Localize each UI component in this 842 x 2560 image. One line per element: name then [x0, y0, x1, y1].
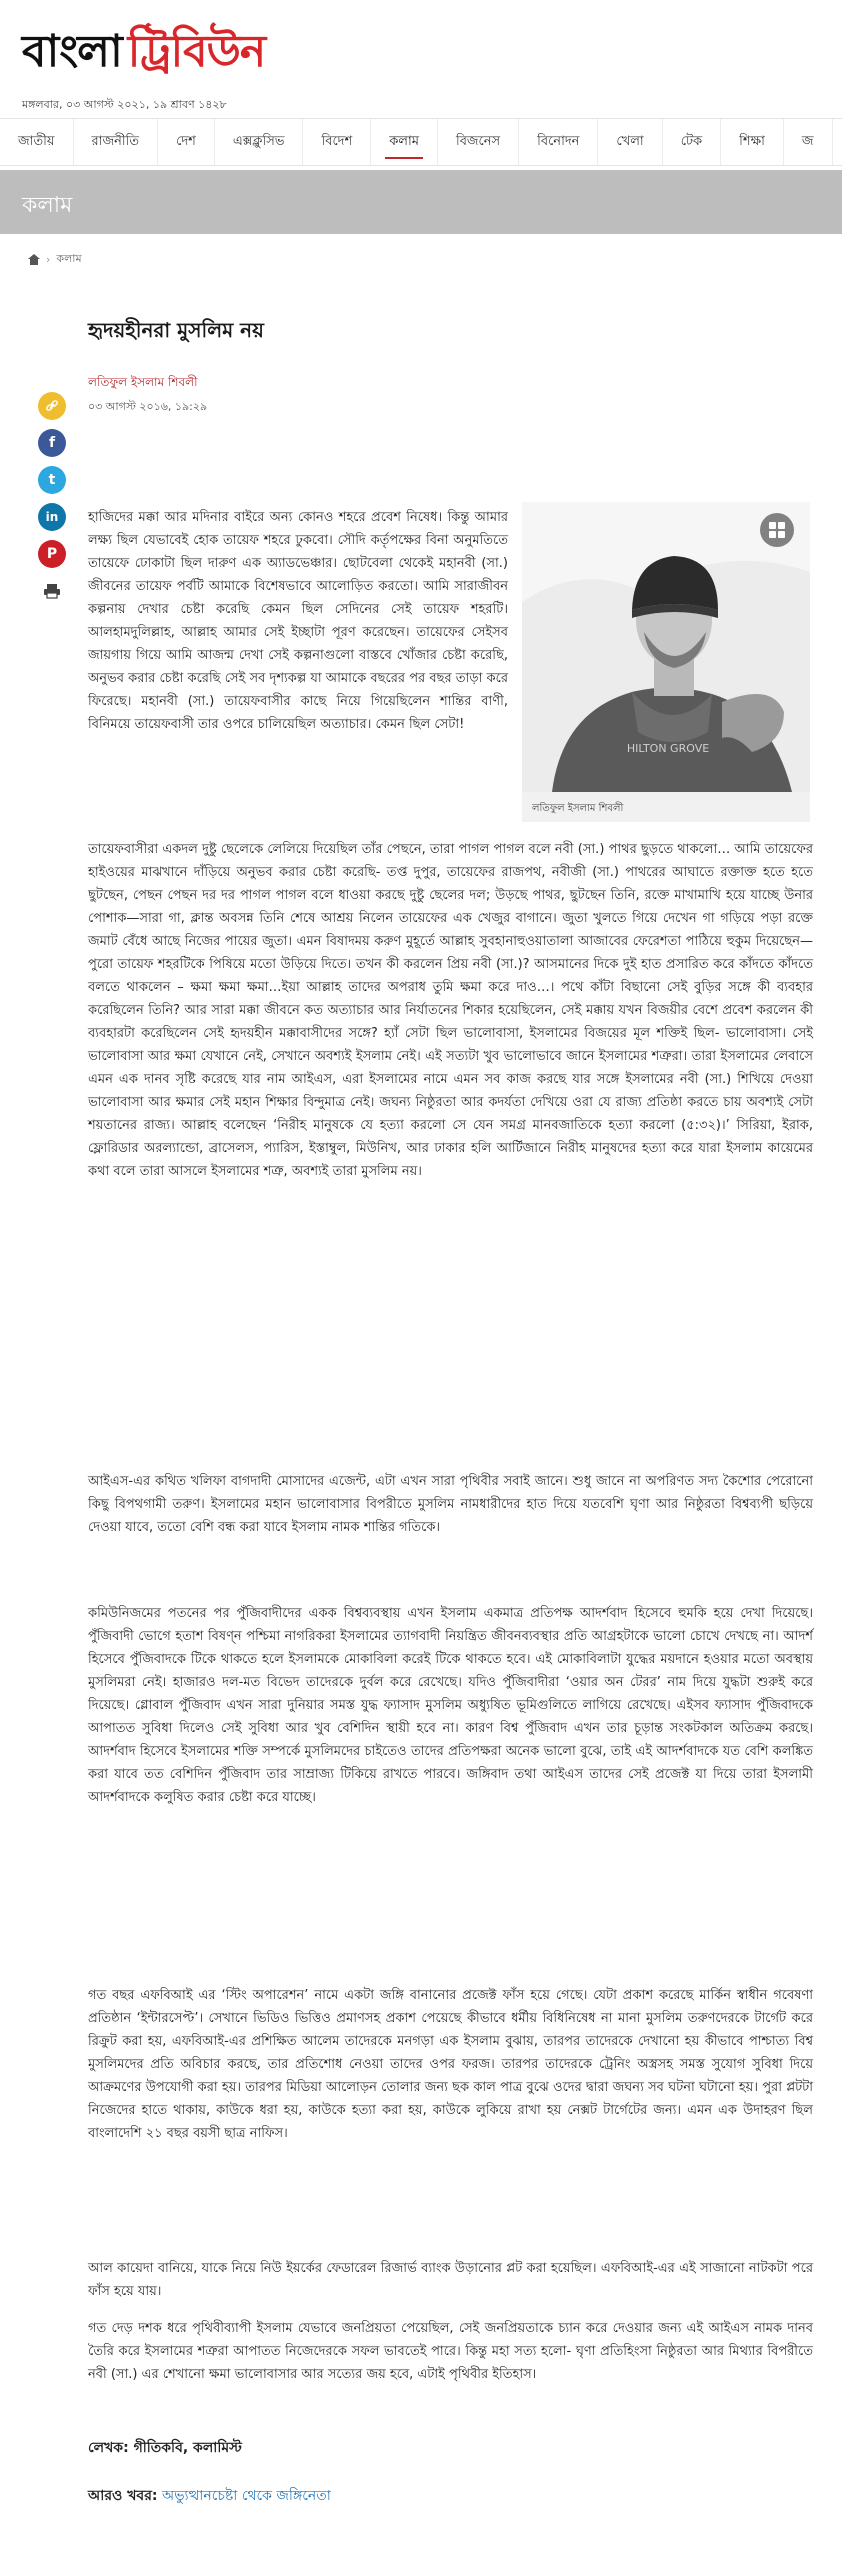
- nav-item[interactable]: জ: [784, 119, 833, 165]
- share-rail: [38, 392, 66, 614]
- article-paragraph: হাজিদের মক্কা আর মদিনার বাইরে অন্য কোনও শহরে প্রবেশ নিষেধ। কিন্তু আমার লক্ষ্য ছিল যেভাবেই হোক তায়েফ শহরে ঢুকবো। সৌদি কর্তৃপক্ষের বিনা অনুমতিতে তায়েফে ঢোকাটা ছিল দারুণ এক অ্যাডভেঞ্চার। ছোটবেলা থেকেই মহানবী (সা.) জীবনের তায়েফ পর্বটি আমাকে বিশেষভাবে আলোড়িত করতো। আমি সারাজীবন কল্পনায় দেখার চেষ্টা করেছি কেমন ছিল সেদিনের সেই তায়েফ শহরটি। আলহামদুলিল্লাহ, আল্লাহ আমার সেই ইচ্ছাটা পূরণ করেছেন। তায়েফের সেইসব জায়গায় গিয়ে আমি আজন্ম দেখা সেই কল্পনাগুলো বাস্তবে খোঁজার চেষ্টা করেছি, অনুভব করার চেষ্টা করেছি সেই সব দৃশ্যকল্প যা আমাকে বছরের পর বছর তাড়া করে ফিরেছে। মহানবী (সা.) তায়েফবাসীর কাছে নিয়ে গিয়েছিলেন শান্তির বাণী, বিনিময়ে তায়েফবাসী তার ওপরে চালিয়েছিল অত্যাচার। কেমন ছিল সেটা!: [88, 510, 508, 732]
- nav-item[interactable]: বিজনেস: [438, 119, 519, 165]
- copy-link-button[interactable]: [38, 392, 66, 420]
- nav-item[interactable]: এক্সক্লুসিভ: [215, 119, 304, 165]
- print-button[interactable]: [38, 577, 66, 605]
- dateline: মঙ্গলবার, ০৩ আগস্ট ২০২১, ১৯ শ্রাবণ ১৪২৮: [22, 98, 227, 111]
- print-icon: [43, 582, 61, 600]
- link-icon: [45, 399, 59, 413]
- logo-part-tribune: ট্রিবিউন: [127, 25, 266, 77]
- writer-credit: লেখক: গীতিকবি, কলামিস্ট: [88, 2440, 242, 2456]
- nav-item[interactable]: শিক্ষা: [721, 119, 784, 165]
- logo-part-bangla: বাংলা: [22, 25, 122, 77]
- grid-icon: [768, 521, 786, 539]
- article-paragraph: আল কায়েদা বানিয়ে, যাকে নিয়ে নিউ ইয়র্কের ফেডারেল রিজার্ভ ব্যাংক উড়ানোর প্লট করা হয়েছিল। এফবিআই-এর এই সাজানো নাটকটা পরে ফাঁস হয়ে যায়।: [88, 2261, 813, 2299]
- nav-item[interactable]: টেক: [663, 119, 721, 165]
- article-headline: হৃদয়হীনরা মুসলিম নয়: [88, 318, 264, 342]
- section-title: কলাম: [22, 193, 73, 218]
- article-paragraph: তায়েফবাসীরা একদল দুষ্টু ছেলেকে লেলিয়ে দিয়েছিল তাঁর পেছনে, তারা পাগল পাগল বলে নবী (সা.) পাথর ছুড়তে থাকলো… আমি তায়েফের হাইওয়ের মাঝখানে দাঁড়িয়ে অনুভব করার চেষ্টা করেছি- তপ্ত দুপুর, তায়েফের রাজপথ, নবীজী (সা.) পাথরের আঘাতে রক্তাক্ত হতে হতে ছুটছেন, পেছন পেছন দর দর পাগল পাগল বলে ধাওয়া করছে দুষ্টু ছেলের দল; উড়ছে পাথর, ছুটছেন তিনি, রক্তে মাখামাখি হয়ে যাচ্ছে উনার পোশাক—সারা গা, ক্লান্ত অবসন্ন তিনি শেষে আশ্রয় নিলেন তায়েফের এক খেজুর বাগানে। জুতা খুলতে গিয়ে দেখেন গা গড়িয়ে পড়া রক্তে জমাট বেঁধে আছে নিজের পায়ের জুতা। এমন বিষাদময় করুণ মুহূর্তে আল্লাহ সুবহানাহুওয়াতালা আজাবের ফেরেশতা পাঠিয়ে হুকুম দিয়েছেন—পুরো তায়েফ শহরটিকে পিষিয়ে মতো উড়িয়ে দিতে। তখন কী করলেন প্রিয় নবী (সা.)? আসমানের দিকে দুই হাত প্রসারিত করে কাঁদতে কাঁদতে বলতে থাকলেন – ক্ষমা ক্ষমা ক্ষমা…ইয়া আল্লাহ তাদের অপরাধ তুমি ক্ষমা করে দাও…। পথে কাঁটা বিছানো সেই বুড়ির সঙ্গে কী ব্যবহার করেছিলেন তিনি? আর সারা মক্কা জীবনে কত অত্যাচার আর নির্যাতনের শিকার হয়েছিলেন, সেই মক্কায় যখন বিজয়ীর বেশে প্রবেশ করলেন কী ব্যবহারটা করেছিলেন সেই হৃদয়হীন মক্কাবাসীদের সঙ্গে? হ্যাঁ সেটা ছিল ভালোবাসা, ইসলামের বিজয়ের মূল শক্তিই ছিল- ভালোবাসা। সেই ভালোবাসা আর ক্ষমা যেখানে নেই, সেখানে অবশ্যই ইসলাম নেই। এই সত্যটা খুব ভালোভাবে জানে ইসলামের শত্রুরা। তারা ইসলামের লেবাসে এমন এক দানব সৃষ্টি করেছে যার নাম আইএস, এরা ইসলামের নামে এমন সব কাজ করছে যার সঙ্গে ইসলামের নবী (সা.) শিখিয়ে দেওয়া ভালোবাসা আর ক্ষমার সেই মহান শিক্ষার বিন্দুমাত্র নেই। জঘন্য নিষ্ঠুরতা আর কদর্যতা দেখিয়ে ওরা যে রাজ্য প্রতিষ্ঠা করতে চায় অবশ্যই সেটা শয়তানের রাজ্য। আল্লাহ বলেছেন ‘নিরীহ মানুষকে যে হত্যা করলো সে যেন সমগ্র মানবজাতিকে হত্যা করলো (৫:৩২)।’ সিরিয়া, ইরাক, ফ্লোরিডার অরল্যান্ডো, ব্রাসেলস, প্যারিস, ইস্তাম্বুল, মিউনিখ, আর ঢাকার হলি আর্টিজানে নিরীহ মানুষদের হত্যা করে যারা ইসলাম কায়েমের কথা বলে তারা আসলে ইসলামের শত্রু, অবশ্যই তারা মুসলিম নয়।: [88, 842, 813, 1179]
- nav-item[interactable]: জাতীয়: [0, 119, 74, 165]
- nav-item[interactable]: দেশ: [158, 119, 215, 165]
- author-link[interactable]: লতিফুল ইসলাম শিবলী: [88, 375, 198, 389]
- main-nav: [0, 118, 842, 166]
- breadcrumb-section-link[interactable]: কলাম: [56, 252, 82, 265]
- article-paragraph: কমিউনিজমের পতনের পর পুঁজিবাদীদের একক বিশ্বব্যবস্থায় এখন ইসলাম একমাত্র প্রতিপক্ষ আদর্শবাদ হিসেবে হুমকি হয়ে দেখা দিয়েছে। পুঁজিবাদী ভোগে হতাশ বিষণ্ন পশ্চিমা নাগরিকরা ইসলামের ত্যাগবাদী নিয়ন্ত্রিত জীবনব্যবস্থার প্রতি আগ্রহটাকে ভালো চোখে দেখছে না। আদর্শ হিসেবে পুঁজিবাদকে টিকে থাকতে হলে ইসলামকে মোকাবিলা করেই টিকে থাকতে হবে। এই মোকাবিলাটা যুদ্ধের ময়দানে হওয়ার মতো অবস্থায় মুসলিমরা নেই। হাজারও দল-মত বিভেদ তাদেরকে দুর্বল করে রেখেছে। যদিও পুঁজিবাদীরা ‘ওয়ার অন টেরর’ নাম দিয়ে যুদ্ধটা শুরুই করে দিয়েছে। গ্লোবাল পুঁজিবাদ এখন সারা দুনিয়ার সমস্ত যুদ্ধ ফ্যাসাদ মুসলিম অধ্যুষিত ভূমিগুলিতে লাগিয়ে রেখেছে। এইসব ফ্যাসাদ পুঁজিবাদকে আপাতত সুবিধা দিলেও সেই সুবিধা আর খুব বেশিদিন স্থায়ী হবে না। কারণ বিশ্ব পুঁজিবাদ এখন তার চূড়ান্ত সংকটকাল অতিক্রম করছে। আদর্শবাদ হিসেবে ইসলামের শক্তি সম্পর্কে মুসলিমদের চাইতেও তাদের প্রতিপক্ষরা অনেক ভালো বুঝে, তাই এই আদর্শবাদকে যত বেশি কলঙ্কিত করা যাবে তত বেশিদিন পুঁজিবাদ তার সাম্রাজ্য টিকিয়ে রাখতে পারবে। জঙ্গিবাদ তথা আইএস তাদের সেই প্রজেক্ট যা দিয়ে তারা ইসলামী আদর্শবাদকে কলুষিত করার চেষ্টা করে যাচ্ছে।: [88, 1606, 813, 1805]
- photo-gallery-button[interactable]: [760, 513, 794, 547]
- pinterest-share-button[interactable]: [38, 540, 66, 568]
- nav-item[interactable]: কলাম: [371, 119, 438, 165]
- nav-item[interactable]: বিনোদন: [519, 119, 598, 165]
- more-news-label: আরও খবর:: [88, 2488, 158, 2504]
- more-news-link[interactable]: অভ্যুত্থানচেষ্টা থেকে জঙ্গিনেতা: [161, 2488, 331, 2504]
- nav-item[interactable]: খেলা: [598, 119, 662, 165]
- article-paragraph: গত বছর এফবিআই এর ‘স্টিং অপারেশন’ নামে একটা জঙ্গি বানানোর প্রজেক্ট ফাঁস হয়ে গেছে। যেটা প্রকাশ করেছে মার্কিন স্বাধীন গবেষণা প্রতিষ্ঠান ‘ইন্টারসেপ্ট’। সেখানে ভিডিও ভিত্তিও প্রমাণসহ প্রকাশ পেয়েছে কীভাবে ধর্মীয় বিধিনিষেধ না মানা মুসলিম তরুণদেরকে টার্গেট করে রিক্রুট করা হয়, এফবিআই-এর প্রশিক্ষিত আলেম তাদেরকে মনগড়া এক ইসলাম বুঝায়, তারপর তাদেরকে দেখানো হয় কীভাবে পাশ্চাত্য বিশ্ব মুসলিমদের প্রতি অবিচার করছে, তার প্রতিশোধ নেওয়া তাদের ওপর ফরজ। তারপর তাদেরকে ট্রেনিং অস্ত্রসহ সমস্ত সুযোগ সুবিধা দিয়ে আক্রমণের উপযোগী করা হয়। তারপর মিডিয়া আলোড়ন তোলার জন্য ছক কাল পাত্র বুঝে ওদের দ্বারা জঘন্য সব ঘটনা ঘটানো হয়। পুরা প্লটটা নিজেদের হাতে থাকায়, কাউকে ধরা হয়, কাউকে হত্যা করা হয়, কাউকে লুকিয়ে রাখা হয় নেক্সট টার্গেটের জন্য। এমন এক উদাহরণ ছিল বাংলাদেশি ২১ বছর বয়সী ছাত্র নাফিস।: [88, 1988, 813, 2141]
- more-news: [88, 2484, 331, 2508]
- masthead: [0, 0, 842, 118]
- facebook-icon: f: [48, 435, 56, 451]
- twitter-share-button[interactable]: [38, 466, 66, 494]
- twitter-icon: t: [48, 472, 56, 488]
- publish-date: ০৩ আগস্ট ২০১৬, ১৯:২৯: [88, 400, 208, 413]
- linkedin-icon: in: [45, 510, 59, 524]
- nav-item[interactable]: রাজনীতি: [74, 119, 159, 165]
- breadcrumb: [28, 250, 82, 269]
- linkedin-share-button[interactable]: [38, 503, 66, 531]
- nav-list: [0, 119, 833, 165]
- article-paragraph: গত দেড় দশক ধরে পৃথিবীব্যাপী ইসলাম যেভাবে জনপ্রিয়তা পেয়েছিল, সেই জনপ্রিয়তাকে চ্যান করে দেওয়ার জন্য এই আইএস নামক দানব তৈরি করে ইসলামের শত্রুরা আপাতত নিজেদেরকে সফল ভাবতেই পারে। কিন্তু মহা সত্য হলো- ঘৃণা প্রতিহিংসা নিষ্ঠুরতা আর মিথ্যার বিপরীতে নবী (সা.) এর শেখানো ক্ষমা ভালোবাসার আর সত্যের জয় হবে, এটাই পৃথিবীর ইতিহাস।: [88, 2321, 813, 2382]
- site-logo[interactable]: [22, 26, 265, 82]
- pinterest-icon: P: [46, 546, 58, 562]
- home-icon[interactable]: [28, 254, 40, 265]
- section-band: [0, 170, 842, 234]
- author-photo[interactable]: [522, 502, 810, 792]
- article-paragraph: আইএস-এর কথিত খলিফা বাগদাদী মোসাদের এজেন্ট, এটা এখন সারা পৃথিবীর সবাই জানে। শুধু জানে না অপরিণত সদ্য কৈশোর পেরোনো কিছু বিপথগামী তরুণ। ইসলামের মহান ভালোবাসার বিপরীতে মুসলিম নামধারীদের হাত দিয়ে যতবেশি ঘৃণা আর নিষ্ঠুরতা বিশ্বব্যপী ছড়িয়ে দেওয়া যাবে, ততো বেশি বন্ধ করা যাবে ইসলাম নামক শান্তির গতিকে।: [88, 1474, 813, 1535]
- shirt-print-text: HILTON GROVE: [626, 742, 710, 755]
- facebook-share-button[interactable]: [38, 429, 66, 457]
- photo-caption: লতিফুল ইসলাম শিবলী: [522, 792, 810, 822]
- nav-item[interactable]: বিদেশ: [303, 119, 371, 165]
- portrait-illustration: [522, 502, 810, 792]
- breadcrumb-separator: ›: [46, 253, 51, 266]
